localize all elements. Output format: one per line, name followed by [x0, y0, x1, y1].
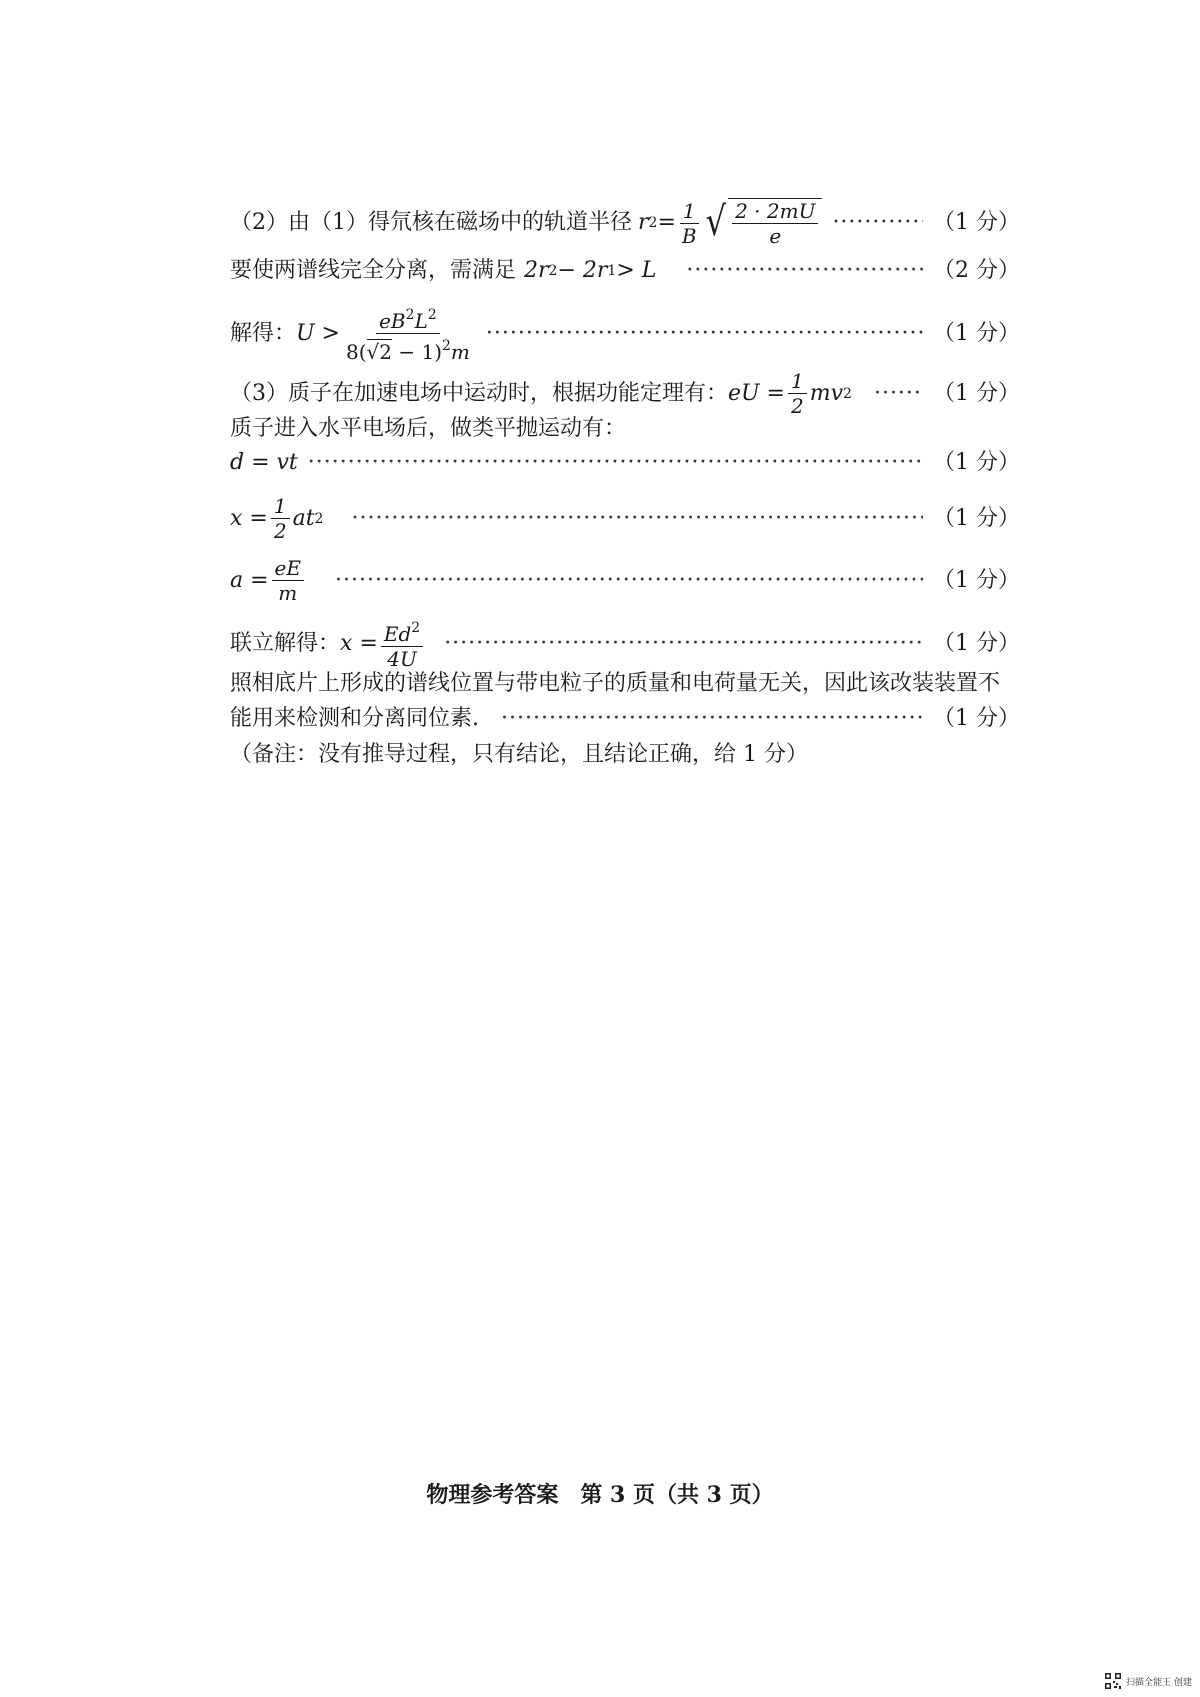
answer-line-separation-condition [230, 256, 1020, 286]
leader-dots [686, 256, 923, 286]
math-expression: U > [296, 320, 340, 346]
score-label: （1 分） [933, 630, 1020, 656]
square-root: √ $\frac{2 \cdot 2mU}{e}$ [703, 198, 823, 248]
scanner-watermark: 扫描全能王 创建 [1126, 1678, 1192, 1688]
math-expression: d = vt [230, 450, 298, 475]
score-label: （1 分） [933, 706, 1020, 731]
answer-line-conclusion [230, 704, 1020, 734]
fraction-denominator: 2 [791, 394, 804, 418]
superscript: 2 [843, 385, 852, 402]
answer-line-d [230, 448, 1020, 478]
math-expression: mv [809, 380, 844, 406]
answer-text: （3）质子在加速电场中运动时，根据功能定理有： [230, 380, 728, 406]
answer-line-a [230, 556, 1020, 605]
leader-dots [832, 208, 923, 238]
score-label: （1 分） [933, 320, 1020, 346]
leader-dots [335, 566, 923, 596]
fraction [271, 494, 290, 543]
fraction-denominator: 2 [273, 519, 287, 543]
subscript: 1 [607, 263, 617, 279]
answer-line-3-energy [230, 369, 1020, 418]
fraction [343, 303, 473, 364]
fraction-numerator: 1 [680, 199, 699, 224]
math-expression: eU = [728, 380, 785, 406]
answer-text: 能用来检测和分离同位素. [230, 706, 479, 731]
score-label: （1 分） [933, 567, 1020, 593]
fraction-numerator: $eB^2L^2$ [376, 303, 440, 334]
fraction [381, 616, 423, 671]
score-label: （1 分） [933, 210, 1020, 235]
fraction [679, 199, 700, 248]
leader-dots [444, 629, 923, 659]
answer-line-solve-U [230, 303, 1020, 364]
fraction-numerator: eE [272, 556, 304, 581]
answer-line-x [230, 494, 1020, 543]
answer-line-2-radius [230, 198, 1020, 248]
page-footer: 物理参考答案 第 3 页（共 3 页） [426, 1482, 774, 1508]
score-label: （1 分） [933, 380, 1020, 406]
equals-sign: = [657, 210, 676, 235]
fraction-denominator: m [278, 581, 298, 605]
fraction-denominator: $8(√2 - 1)^2m$ [345, 338, 470, 364]
subscript: 2 [648, 215, 658, 231]
fraction-denominator: e [769, 224, 782, 248]
answer-text: 质子进入水平电场后，做类平抛运动有： [230, 416, 627, 441]
math-expression: 2r [524, 258, 549, 283]
answer-text: 照相底片上形成的谱线位置与带电粒子的质量和电荷量无关，因此该改装装置不 [230, 671, 1001, 696]
superscript: 2 [314, 510, 324, 527]
remark-note: （备注：没有推导过程，只有结论，且结论正确，给 1 分） [230, 742, 808, 767]
leader-dots [351, 504, 923, 534]
score-label: （1 分） [933, 505, 1020, 531]
score-label: （2 分） [933, 258, 1020, 283]
score-label: （1 分） [933, 450, 1020, 475]
fraction-numerator: Ed$^2$ [381, 616, 423, 647]
answer-line-result-x [230, 616, 1020, 671]
qr-code-icon [1104, 1672, 1122, 1690]
fraction-numerator: 1 [271, 494, 290, 519]
leader-dots [501, 704, 923, 734]
fraction-denominator: B [681, 223, 697, 248]
math-expression: x = [230, 505, 268, 531]
leader-dots [486, 319, 923, 349]
math-expression: > L [616, 258, 657, 283]
fraction-denominator: 4U [387, 647, 417, 671]
leader-dots [308, 448, 923, 478]
fraction [272, 556, 304, 605]
subscript: 2 [548, 263, 558, 279]
math-expression: − 2r [557, 258, 608, 283]
math-expression: x = [340, 630, 378, 656]
fraction-numerator: 1 [788, 369, 807, 394]
answer-text: 解得： [230, 320, 297, 346]
math-expression: at [292, 505, 315, 531]
fraction [788, 369, 807, 418]
answer-text: 联立解得： [230, 630, 341, 656]
answer-text: 要使两谱线完全分离，需满足 [230, 258, 517, 283]
math-expression: a = [230, 567, 269, 593]
answer-text: （2）由（1）得氘核在磁场中的轨道半径 [230, 210, 632, 235]
fraction-numerator: 2 · 2mU [732, 199, 818, 224]
leader-dots [874, 379, 923, 409]
symbol-r: r [638, 210, 649, 235]
